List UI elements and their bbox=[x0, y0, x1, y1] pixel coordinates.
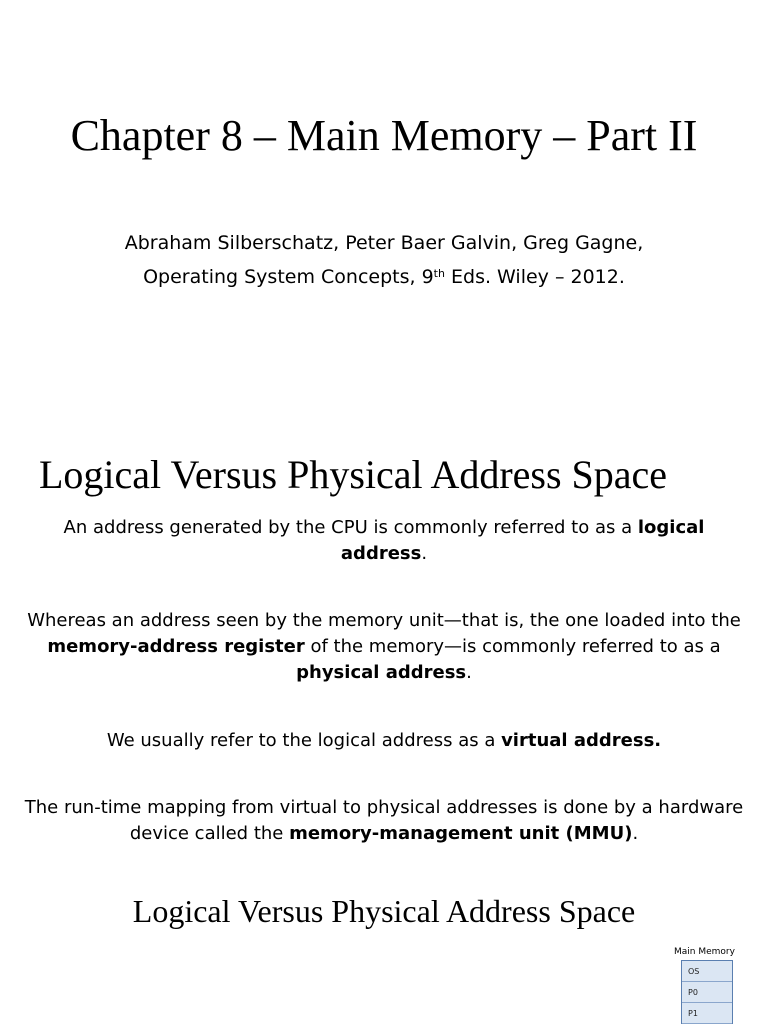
memory-cell-p0: P0 bbox=[682, 982, 732, 1003]
memory-cell-os: OS bbox=[682, 961, 732, 982]
citation-book bbox=[0, 266, 768, 288]
citation-book-title: Operating System Concepts, 9 bbox=[143, 266, 434, 288]
paragraph-text: Whereas an address seen by the memory unit—that is, the one loaded into the bbox=[27, 610, 741, 631]
paragraph-text: We usually refer to the logical address as a bbox=[106, 730, 502, 751]
citation-edition-superscript: th bbox=[433, 267, 445, 280]
section-title-logical-physical-2: Logical Versus Physical Address Space bbox=[132, 893, 636, 929]
chapter-title: Chapter 8 – Main Memory – Part II bbox=[70, 111, 698, 160]
term-physical-address: physical address bbox=[296, 662, 467, 683]
paragraph-end: . bbox=[466, 662, 472, 683]
paragraph-physical-address bbox=[20, 608, 748, 686]
term-mmu: memory-management unit (MMU) bbox=[289, 823, 633, 844]
term-logical-address: logical address bbox=[340, 517, 705, 564]
main-memory-diagram bbox=[672, 947, 744, 1024]
paragraph-virtual-address bbox=[20, 728, 748, 754]
term-virtual-address: virtual address. bbox=[501, 730, 662, 751]
paragraph-logical-address bbox=[20, 515, 748, 567]
memory-cell-p1: P1 bbox=[682, 1003, 732, 1024]
section-title-logical-physical: Logical Versus Physical Address Space bbox=[39, 452, 668, 497]
paragraph-end: . bbox=[632, 823, 639, 844]
citation-publisher: Eds. Wiley – 2012. bbox=[444, 266, 625, 288]
main-memory-label: Main Memory bbox=[674, 947, 735, 957]
citation-authors: Abraham Silberschatz, Peter Baer Galvin, Greg Gagne, bbox=[124, 232, 644, 254]
paragraph-text: An address generated by the CPU is commonly referred to as a bbox=[63, 517, 638, 538]
paragraph-mmu bbox=[20, 795, 748, 847]
paragraph-end: . bbox=[421, 543, 428, 564]
paragraph-text: of the memory—is commonly referred to as a bbox=[304, 636, 721, 657]
term-memory-address-register: memory-address register bbox=[47, 636, 305, 657]
memory-block bbox=[681, 960, 733, 1024]
paragraph-text: The run-time mapping from virtual to physical addresses is done by a hardware device called the bbox=[24, 797, 744, 844]
